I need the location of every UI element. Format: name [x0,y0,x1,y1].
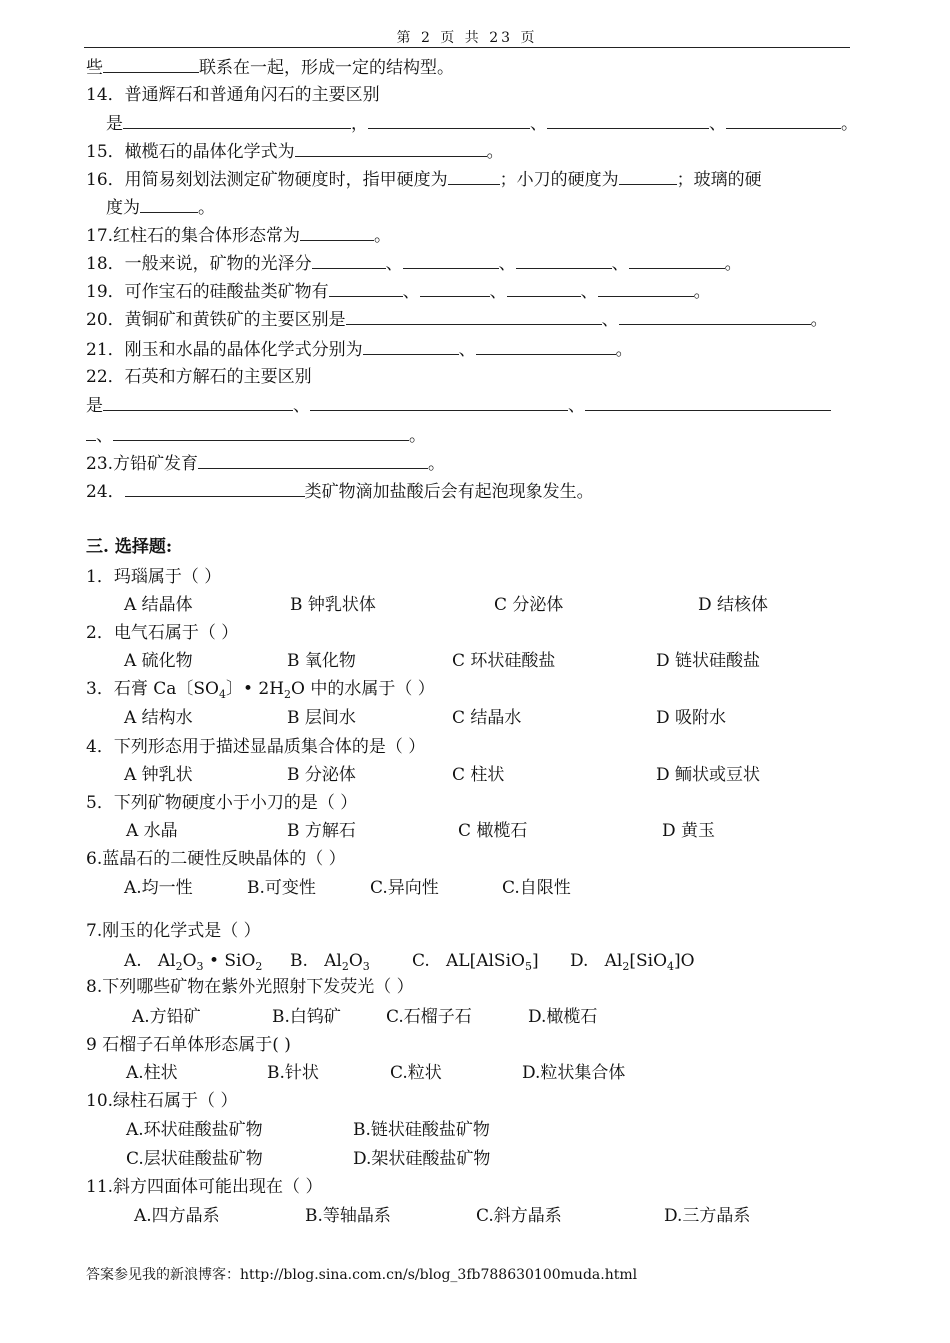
mc-question-11: 11.斜方四面体可能出现在（ ） [86,1177,323,1197]
option[interactable]: D 结核体 [698,595,769,615]
answer-blank[interactable] [125,480,305,497]
option[interactable]: B.等轴晶系 [305,1206,391,1226]
option[interactable]: A.四方晶系 [134,1206,220,1226]
mc-question-9: 9 石榴子石单体形态属于( ) [86,1035,291,1055]
answer-blank[interactable] [346,308,602,325]
answer-blank[interactable] [598,280,694,297]
mc-question-2: 2．电气石属于（ ） [86,623,239,643]
answer-blank[interactable] [585,394,831,411]
option[interactable]: B 层间水 [287,708,356,728]
option[interactable]: A 结构水 [124,708,193,728]
option[interactable]: B.白钨矿 [272,1007,341,1027]
option[interactable]: D 鲕状或豆状 [656,765,761,785]
answer-blank[interactable] [619,168,677,185]
answer-blank[interactable] [310,394,568,411]
answer-blank[interactable] [198,452,428,469]
question-22: 22．石英和方解石的主要区别 [86,367,312,387]
option[interactable]: A. $Al_2O_3$ • SiO$_2$ [124,951,263,973]
option[interactable]: C 环状硅酸盐 [452,651,556,671]
option[interactable]: A 钟乳状 [124,765,193,785]
answer-blank[interactable] [448,168,500,185]
answer-blank[interactable] [619,308,811,325]
option[interactable]: B 钟乳状体 [290,595,376,615]
option[interactable]: C.自限性 [502,878,571,898]
answer-blank[interactable] [300,224,374,241]
option[interactable]: B.链状硅酸盐矿物 [353,1120,490,1140]
question-22-blanks: 是 、 、 [86,394,831,417]
question-17: 17.红柱石的集合体形态常为 。 [86,226,392,246]
answer-blank[interactable] [103,56,199,73]
mc-question-7: 7.刚玉的化学式是（ ） [86,921,261,941]
option[interactable]: C.石榴子石 [386,1007,472,1027]
question-14: 14．普通辉石和普通角闪石的主要区别 [86,85,380,105]
answer-blank[interactable] [516,252,612,269]
question-18: 18．一般来说，矿物的光泽分 、 、 、 。 [86,254,742,274]
question-15: 15．橄榄石的晶体化学式为 。 [86,142,504,162]
option[interactable]: C.层状硅酸盐矿物 [126,1149,263,1169]
mc-question-10: 10.绿柱石属于（ ） [86,1091,238,1111]
option[interactable]: A.均一性 [124,878,193,898]
option[interactable]: C. AL[AlSiO$_5$] [412,951,539,973]
answer-blank[interactable] [368,112,530,129]
question-22-continuation: 、 。 [86,424,426,447]
answer-blank[interactable] [476,338,616,355]
option[interactable]: B 分泌体 [287,765,356,785]
option[interactable]: C.粒状 [390,1063,442,1083]
answer-blank[interactable] [123,112,351,129]
question-14-blanks: 是 ， 、 、 。 [106,114,858,134]
answer-blank[interactable] [86,424,96,441]
page-header: 第 2 页 共 23 页 [84,30,850,48]
option[interactable]: D. $Al_2[SiO_4]O$ [570,951,695,973]
answer-blank[interactable] [403,252,499,269]
answer-blank[interactable] [629,252,725,269]
answer-blank[interactable] [140,196,198,213]
answer-blank[interactable] [420,280,490,297]
option[interactable]: A 水晶 [126,821,178,841]
option[interactable]: D 黄玉 [662,821,716,841]
footer-blog-link[interactable]: 答案参见我的新浪博客：http://blog.sina.com.cn/s/blog_3fb788630100muda.html [86,1267,638,1283]
question-13-continuation: 些 联系在一起，形成一定的结构型。 [86,58,454,78]
answer-blank[interactable] [329,280,403,297]
option[interactable]: B.针状 [267,1063,319,1083]
mc-question-8: 8.下列哪些矿物在紫外光照射下发荧光（ ） [86,977,414,997]
question-16: 16．用简易刻划法测定矿物硬度时，指甲硬度为 ；小刀的硬度为 ；玻璃的硬 [86,170,762,190]
answer-blank[interactable] [103,394,293,411]
answer-blank[interactable] [363,338,459,355]
question-24: 24． 类矿物滴加盐酸后会有起泡现象发生。 [86,482,594,502]
section-title: 三. 选择题: [86,537,173,557]
mc-question-1: 1．玛瑙属于（ ） [86,567,222,587]
option[interactable]: D.粒状集合体 [522,1063,626,1083]
mc-question-5: 5．下列矿物硬度小于小刀的是（ ） [86,793,358,813]
option[interactable]: B.可变性 [247,878,316,898]
option[interactable]: D 吸附水 [656,708,727,728]
option[interactable]: C 分泌体 [494,595,564,615]
option[interactable]: D 链状硅酸盐 [656,651,761,671]
option[interactable]: A 结晶体 [124,595,193,615]
option[interactable]: C 柱状 [452,765,505,785]
mc-question-6: 6.蓝晶石的二硬性反映晶体的（ ） [86,849,346,869]
option[interactable]: A 硫化物 [124,651,193,671]
option[interactable]: C.斜方晶系 [476,1206,562,1226]
option[interactable]: C 橄榄石 [458,821,528,841]
option[interactable]: B 氧化物 [287,651,356,671]
option[interactable]: D.橄榄石 [528,1007,598,1027]
mc-question-3: 3．石膏 Ca〔$SO_4$〕• $2H_2O$ 中的水属于（ ） [86,679,435,701]
option[interactable]: D.架状硅酸盐矿物 [353,1149,491,1169]
question-21: 21．刚玉和水晶的晶体化学式分别为 、 。 [86,340,633,360]
question-20: 20．黄铜矿和黄铁矿的主要区别是 、 。 [86,310,828,330]
answer-blank[interactable] [295,140,487,157]
option[interactable]: B. $Al_2O_3$ [290,951,370,973]
option[interactable]: D.三方晶系 [664,1206,751,1226]
question-16-continuation: 度为 。 [106,198,215,218]
option[interactable]: C.异向性 [370,878,439,898]
answer-blank[interactable] [113,424,409,441]
option[interactable]: C 结晶水 [452,708,522,728]
option[interactable]: A.方铅矿 [132,1007,201,1027]
option[interactable]: A.环状硅酸盐矿物 [126,1120,263,1140]
mc-question-4: 4．下列形态用于描述显晶质集合体的是（ ） [86,737,426,757]
question-19: 19．可作宝石的硅酸盐类矿物有 、 、 、 。 [86,282,711,302]
option[interactable]: A.柱状 [126,1063,178,1083]
answer-blank[interactable] [726,112,841,129]
option[interactable]: B 方解石 [287,821,356,841]
answer-blank[interactable] [312,252,386,269]
answer-blank[interactable] [547,112,709,129]
answer-blank[interactable] [507,280,581,297]
question-23: 23.方铅矿发育 。 [86,454,446,474]
